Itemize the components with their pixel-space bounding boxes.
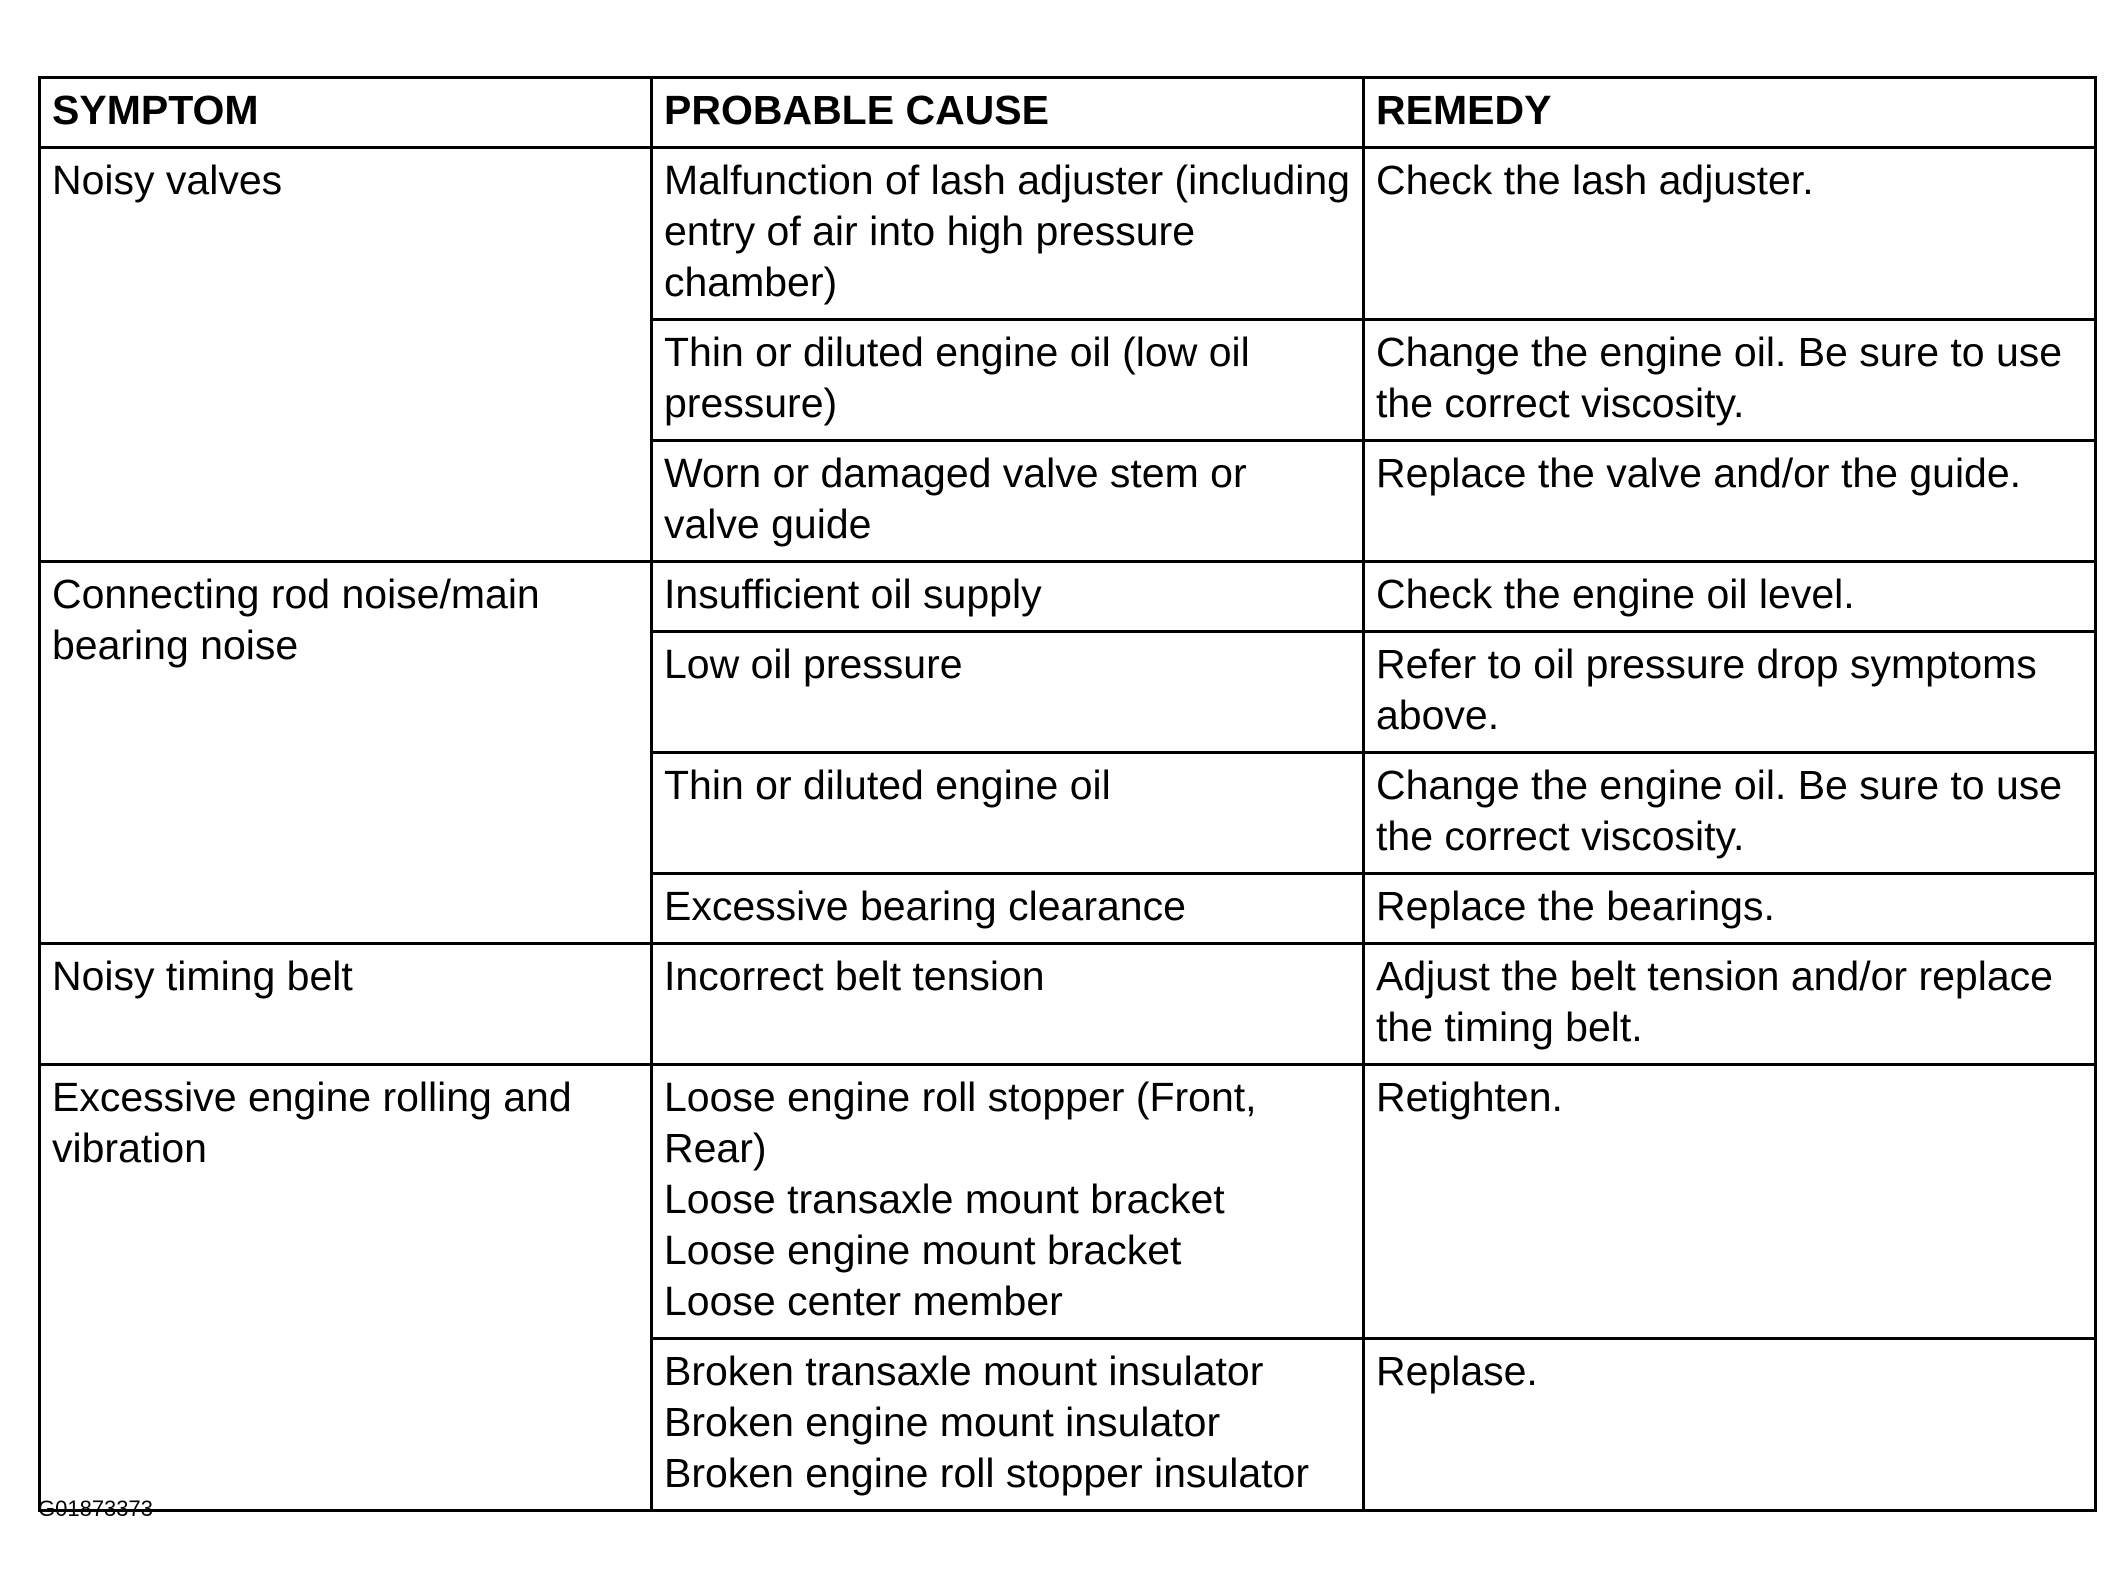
- table-row: [40, 944, 2096, 1065]
- cause-cell: [652, 632, 1364, 753]
- cause-line: Broken engine roll stopper insulator: [664, 1450, 1309, 1496]
- symptom-cell: Connecting rod noise/main bearing noise: [40, 562, 652, 944]
- cause-cell: [652, 753, 1364, 874]
- cause-line: Loose engine roll stopper (Front, Rear): [664, 1074, 1257, 1171]
- cause-cell: [652, 1339, 1364, 1511]
- cause-line: Broken transaxle mount insulator: [664, 1348, 1264, 1394]
- remedy-cell: Refer to oil pressure drop symptoms above.: [1364, 632, 2096, 753]
- symptom-cell: Noisy valves: [40, 148, 652, 562]
- remedy-cell: Change the engine oil. Be sure to use the correct viscosity.: [1364, 320, 2096, 441]
- cause-line: Thin or diluted engine oil: [664, 762, 1111, 808]
- cause-line: Thin or diluted engine oil (low oil pressure): [664, 329, 1250, 426]
- table-row: [40, 1065, 2096, 1339]
- cause-line: Excessive bearing clearance: [664, 883, 1186, 929]
- remedy-cell: Retighten.: [1364, 1065, 2096, 1339]
- symptom-cell: Excessive engine rolling and vibration: [40, 1065, 652, 1511]
- header-symptom: SYMPTOM: [40, 78, 652, 148]
- symptom-cell: Noisy timing belt: [40, 944, 652, 1065]
- remedy-cell: Replase.: [1364, 1339, 2096, 1511]
- cause-line: Incorrect belt tension: [664, 953, 1045, 999]
- cause-cell: [652, 874, 1364, 944]
- cause-line: Loose transaxle mount bracket: [664, 1176, 1225, 1222]
- header-remedy: REMEDY: [1364, 78, 2096, 148]
- cause-line: Broken engine mount insulator: [664, 1399, 1221, 1445]
- cause-line: Loose engine mount bracket: [664, 1227, 1182, 1273]
- cause-cell: [652, 320, 1364, 441]
- table-row: [40, 562, 2096, 632]
- cause-cell: [652, 148, 1364, 320]
- cause-line: Loose center member: [664, 1278, 1063, 1324]
- remedy-cell: Check the engine oil level.: [1364, 562, 2096, 632]
- troubleshooting-document: [38, 76, 2097, 1512]
- cause-line: Low oil pressure: [664, 641, 963, 687]
- cause-cell: [652, 441, 1364, 562]
- troubleshooting-table: [38, 76, 2097, 1512]
- table-row: [40, 148, 2096, 320]
- figure-id: G01873373: [38, 1496, 153, 1521]
- remedy-cell: Check the lash adjuster.: [1364, 148, 2096, 320]
- remedy-cell: Replace the valve and/or the guide.: [1364, 441, 2096, 562]
- cause-line: Worn or damaged valve stem or valve guide: [664, 450, 1247, 547]
- cause-line: Insufficient oil supply: [664, 571, 1042, 617]
- remedy-cell: Change the engine oil. Be sure to use the correct viscosity.: [1364, 753, 2096, 874]
- remedy-cell: Adjust the belt tension and/or replace the timing belt.: [1364, 944, 2096, 1065]
- cause-cell: [652, 562, 1364, 632]
- cause-line: Malfunction of lash adjuster (including entry of air into high pressure chamber): [664, 157, 1350, 305]
- remedy-cell: Replace the bearings.: [1364, 874, 2096, 944]
- cause-cell: [652, 1065, 1364, 1339]
- cause-cell: [652, 944, 1364, 1065]
- header-probable-cause: PROBABLE CAUSE: [652, 78, 1364, 148]
- table-header-row: [40, 78, 2096, 148]
